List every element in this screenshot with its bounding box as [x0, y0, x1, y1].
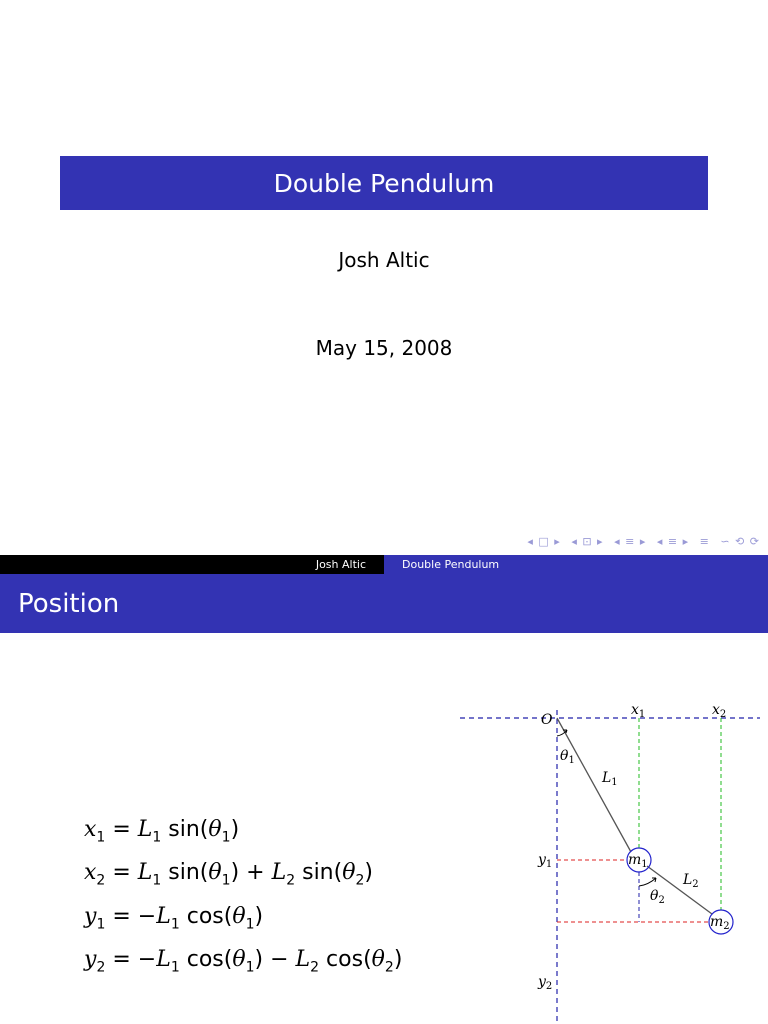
equation-y1: $y_1 = -L_1$ $\cos(\theta_1)$	[84, 903, 264, 933]
equation-x2: $x_2 = L_1$ $\sin(\theta_1) + L_2$ $\sin(\theta_2)$	[84, 860, 373, 889]
x1-label: $x_1$	[631, 702, 646, 720]
presentation-title: Double Pendulum	[273, 168, 495, 198]
theta2-label: $\theta_2$	[650, 888, 665, 906]
frame-title-text: Position	[18, 588, 120, 619]
theta1-label: $\theta_1$	[560, 748, 575, 766]
m1-label: $m_1$	[628, 852, 648, 870]
nav-document-icon[interactable]: ≡	[699, 535, 710, 548]
origin-label: O	[541, 712, 553, 728]
x2-label: $x_2$	[712, 702, 727, 720]
beamer-navigation-symbols[interactable]	[521, 535, 760, 548]
equation-y2: $y_2 = -L_1$ $\cos(\theta_1) - L_2$ $\cos(\theta_2)$	[84, 947, 403, 976]
headline-title: Double Pendulum	[384, 555, 768, 574]
headline-author: Josh Altic	[0, 555, 384, 574]
l1-label: $L_1$	[602, 770, 618, 788]
position-equations	[84, 812, 402, 986]
nav-search-icon[interactable]: ∽ ⟲ ⟳	[720, 535, 760, 548]
m2-label: $m_2$	[710, 914, 730, 932]
y2-label: $y_2$	[538, 974, 553, 992]
nav-section-icon[interactable]: ◂ ≡ ▸	[656, 535, 690, 548]
author-name: Josh Altic	[338, 248, 430, 272]
nav-subsection-icon[interactable]: ◂ ≡ ▸	[614, 535, 647, 548]
presentation-title-box	[60, 156, 708, 210]
l2-label: $L_2$	[683, 872, 699, 890]
rod-l1	[557, 718, 631, 852]
frame-title	[0, 574, 768, 633]
double-pendulum-diagram	[450, 690, 768, 1024]
nav-frame-icon[interactable]: ◂ ⊡ ▸	[571, 535, 604, 548]
theta2-arc	[639, 878, 656, 886]
equation-x1: $x_1 = L_1$ $\sin(\theta_1)$	[84, 817, 240, 846]
nav-slide-icon[interactable]: ◂ □ ▸	[527, 535, 561, 548]
y1-label: $y_1$	[538, 852, 553, 870]
presentation-date: May 15, 2008	[315, 336, 453, 360]
slide-headline	[0, 555, 768, 574]
